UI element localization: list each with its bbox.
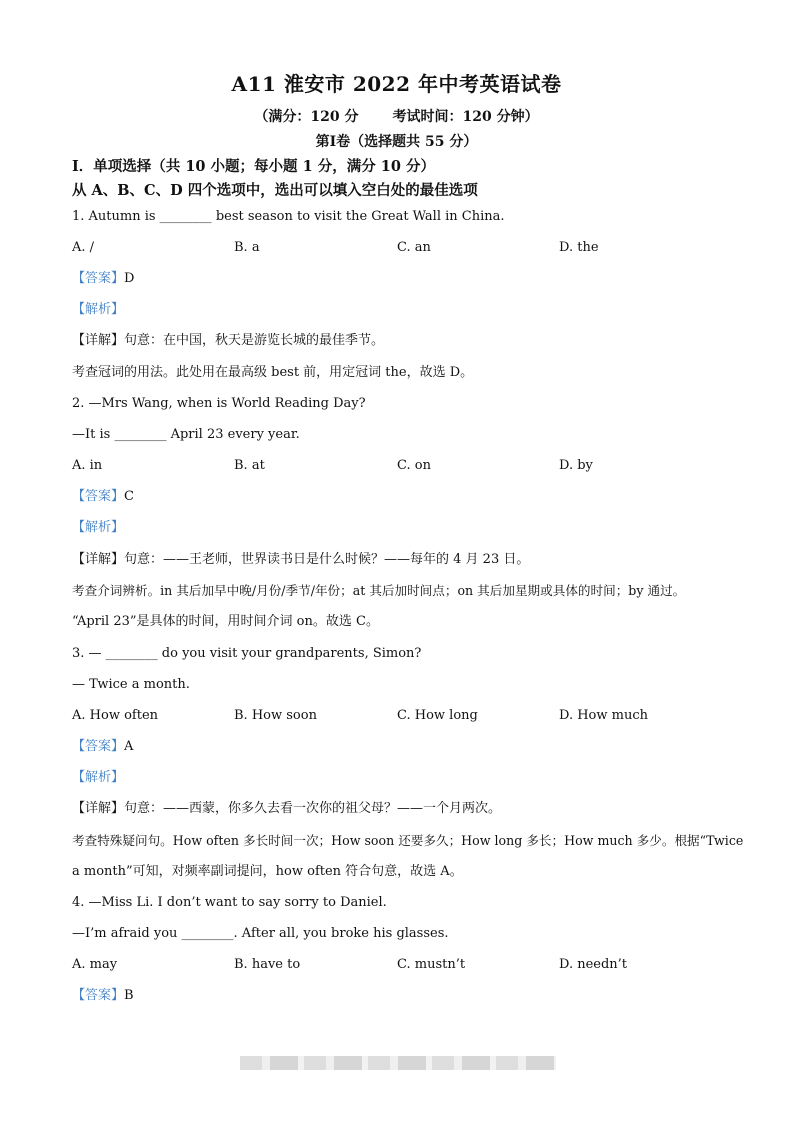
exam-time: 考试时间：120 分钟） <box>392 109 539 125</box>
detail-text: 句意：——西蒙，你多久去看一次你的祖父母？——一个月两次。 <box>124 801 502 816</box>
option-a: A. may <box>72 957 118 972</box>
question-3-detail <box>72 800 501 818</box>
option-d: D. needn’t <box>559 957 628 972</box>
option-a: A. in <box>72 458 103 473</box>
answer-value: B <box>124 988 134 1003</box>
question-2-stem: 2. —Mrs Wang, when is World Reading Day? <box>72 396 366 411</box>
option-c: C. How long <box>397 708 478 723</box>
answer-value: A <box>124 739 134 754</box>
question-4-answer <box>72 987 134 1005</box>
question-1-analysis <box>72 301 124 319</box>
option-d: D. the <box>559 240 599 255</box>
question-3-analysis <box>72 769 124 787</box>
section-instruction: 从 A、B、C、D 四个选项中，选出可以填入空白处的最佳选项 <box>72 182 478 199</box>
answer-value: C <box>124 489 134 504</box>
exam-title: A11 淮安市 2022 年中考英语试卷 <box>231 72 562 96</box>
answer-label: 【答案】 <box>72 489 125 504</box>
option-c: C. on <box>397 458 431 473</box>
question-4-stem-reply: —I’m afraid you ________. After all, you broke his glasses. <box>72 926 449 941</box>
question-3-options <box>72 707 732 725</box>
question-1-answer <box>72 270 134 288</box>
question-3-explain-2: a month”可知，对频率副词提问，how often 符合句意，故选 A。 <box>72 864 463 879</box>
option-c: C. an <box>397 240 431 255</box>
question-3-stem: 3. — ________ do you visit your grandparents, Simon? <box>72 646 422 661</box>
option-b: B. How soon <box>234 708 317 723</box>
option-c: C. mustn’t <box>397 957 466 972</box>
option-a: A. How often <box>72 708 159 723</box>
question-3-stem-reply: — Twice a month. <box>72 677 190 692</box>
option-d: D. How much <box>559 708 649 723</box>
question-4-options <box>72 956 732 974</box>
question-2-detail <box>72 551 529 569</box>
question-1-stem: 1. Autumn is ________ best season to visit the Great Wall in China. <box>72 209 505 224</box>
detail-label: 【详解】 <box>72 801 125 816</box>
detail-label: 【详解】 <box>72 333 125 348</box>
question-2-explain-1: 考查介词辨析。in 其后加早中晚/月份/季节/年份；at 其后加时间点；on 其后加星期或具体的时间；by 通过。 <box>72 583 686 598</box>
option-a: A. / <box>72 240 95 255</box>
question-2-analysis <box>72 519 124 537</box>
question-4-stem: 4. —Miss Li. I don’t want to say sorry to Daniel. <box>72 895 387 910</box>
question-1-explain: 考查冠词的用法。此处用在最高级 best 前，用定冠词 the，故选 D。 <box>72 365 474 380</box>
option-b: B. a <box>234 240 260 255</box>
question-2-stem-reply: —It is ________ April 23 every year. <box>72 427 300 442</box>
analysis-label: 【解析】 <box>72 302 125 317</box>
answer-label: 【答案】 <box>72 271 125 286</box>
detail-text: 句意：——王老师，世界读书日是什么时候？——每年的 4 月 23 日。 <box>124 552 530 567</box>
section-heading: Ⅰ．单项选择（共 10 小题；每小题 1 分，满分 10 分） <box>72 158 436 175</box>
answer-label: 【答案】 <box>72 988 125 1003</box>
exam-meta <box>0 106 793 126</box>
volume-title: 第Ⅰ卷（选择题共 55 分） <box>315 134 478 150</box>
analysis-label: 【解析】 <box>72 770 125 785</box>
detail-text: 句意：在中国，秋天是游览长城的最佳季节。 <box>124 333 385 348</box>
answer-label: 【答案】 <box>72 739 125 754</box>
question-2-answer <box>72 488 134 506</box>
question-1-options <box>72 239 732 257</box>
option-d: D. by <box>559 458 593 473</box>
full-score: （满分：120 分 <box>254 109 359 125</box>
question-2-options <box>72 457 732 475</box>
answer-value: D <box>124 271 135 286</box>
option-b: B. at <box>234 458 265 473</box>
detail-label: 【详解】 <box>72 552 125 567</box>
question-3-answer <box>72 738 133 756</box>
question-1-detail <box>72 332 384 350</box>
blurred-footer-watermark <box>240 1056 556 1070</box>
question-2-explain-2: “April 23”是具体的时间，用时间介词 on。故选 C。 <box>72 614 379 629</box>
option-b: B. have to <box>234 957 301 972</box>
question-3-explain-1: 考查特殊疑问句。How often 多长时间一次；How soon 还要多久；How long 多长；How much 多少。根据“Twice <box>72 833 744 848</box>
analysis-label: 【解析】 <box>72 520 125 535</box>
